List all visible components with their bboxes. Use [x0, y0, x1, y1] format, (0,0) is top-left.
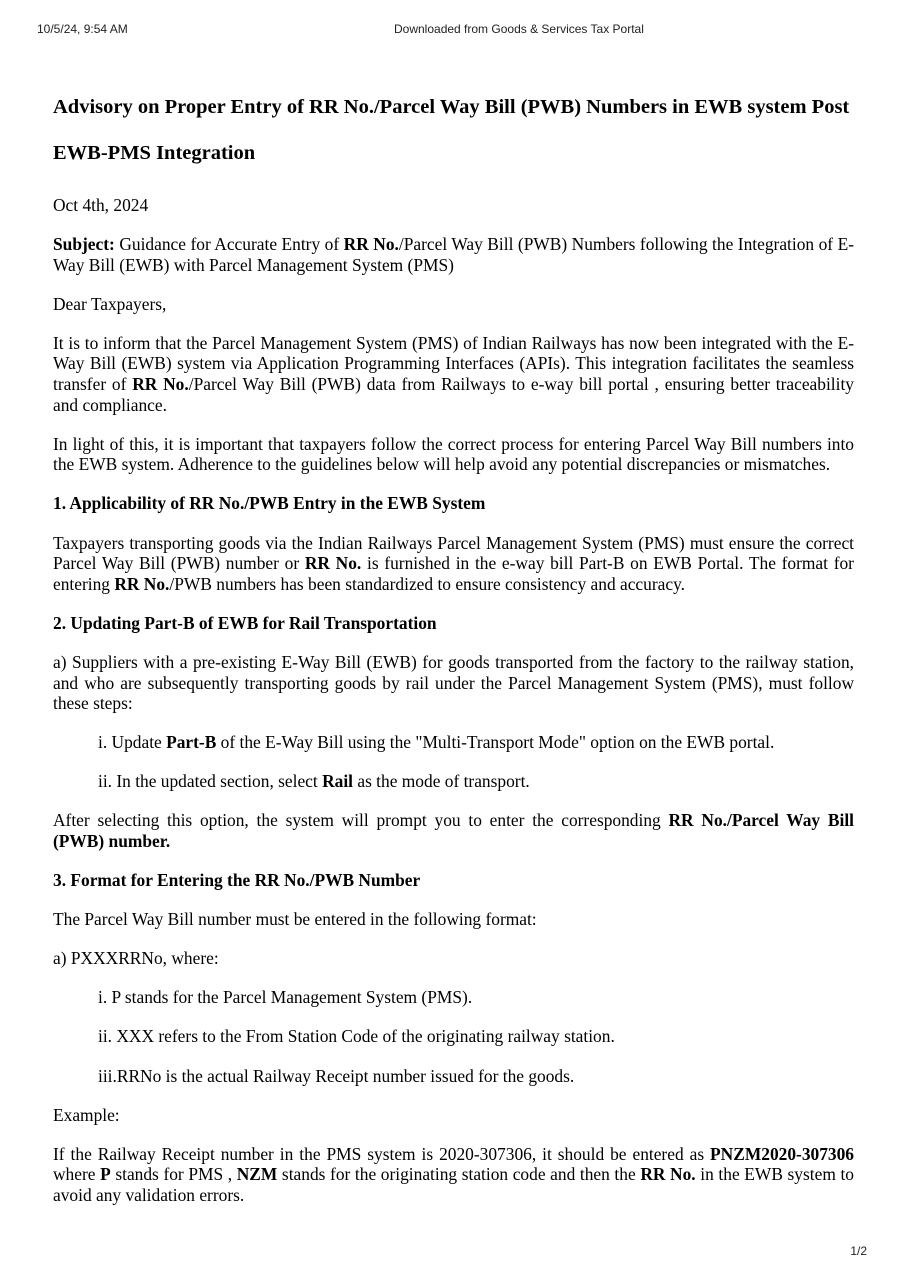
section-1-heading: 1. Applicability of RR No./PWB Entry in the EWB System	[53, 493, 486, 514]
subject-label: Subject:	[53, 234, 115, 255]
page-title: Advisory on Proper Entry of RR No./Parcel Way Bill (PWB) Numbers in EWB system Post EWB-PMS Integration	[53, 96, 850, 164]
section-3-heading: 3. Format for Entering the RR No./PWB Number	[53, 870, 421, 891]
section-2-item-a: a) Suppliers with a pre-existing E-Way Bill (EWB) for goods transported from the factory to the railway station, and who are subsequently transporting goods by rail under the Parcel Management System (PMS), must follow these steps:	[53, 651, 854, 714]
print-datetime: 10/5/24, 9:54 AM	[37, 22, 128, 36]
page-number: 1/2	[850, 1244, 867, 1258]
advisory-content	[53, 84, 854, 1224]
light-paragraph: In light of this, it is important that taxpayers follow the correct process for entering Parcel Way Bill numbers into the EWB system. Adherence to the guidelines below will help avoid any potential discrepancies or mismatches.	[53, 433, 854, 475]
section-3-intro: The Parcel Way Bill number must be entered in the following format:	[53, 909, 537, 930]
section-3-item-i: i. P stands for the Parcel Management System (PMS).	[98, 987, 473, 1008]
section-2-heading: 2. Updating Part-B of EWB for Rail Transportation	[53, 612, 437, 633]
advisory-date: Oct 4th, 2024	[53, 195, 149, 215]
section-2-step-ii: ii. In the updated section, select Rail as the mode of transport.	[98, 771, 530, 792]
section-2-step-i: i. Update Part-B of the E-Way Bill using the "Multi-Transport Mode" option on the EWB portal.	[98, 732, 775, 753]
example-label: Example:	[53, 1104, 120, 1125]
section-3-item-iii: iii.RRNo is the actual Railway Receipt number issued for the goods.	[98, 1065, 575, 1086]
example-paragraph: If the Railway Receipt number in the PMS system is 2020-307306, it should be entered as PNZM2020-307306 where P stands for PMS , NZM stands for the originating station code and then the RR No. in the EWB system to avoid any validation errors.	[53, 1143, 854, 1205]
salutation: Dear Taxpayers,	[53, 293, 167, 314]
section-2-after: After selecting this option, the system will prompt you to enter the corresponding RR No./Parcel Way Bill (PWB) number.	[53, 810, 854, 851]
subject-paragraph: Subject: Guidance for Accurate Entry of RR No./Parcel Way Bill (PWB) Numbers following the Integration of E-Way Bill (EWB) with Parcel Management System (PMS)	[53, 234, 855, 275]
intro-paragraph: It is to inform that the Parcel Management System (PMS) of Indian Railways has now been integrated with the E-Way Bill (EWB) system via Application Programming Interfaces (APIs). This integration facilitates the seamless transfer of RR No./Parcel Way Bill (PWB) data from Railways to e-way bill portal , ensuring better traceability and compliance.	[53, 332, 854, 415]
section-1-paragraph: Taxpayers transporting goods via the Indian Railways Parcel Management System (PMS) must ensure the correct Parcel Way Bill (PWB) number or RR No. is furnished in the e-way bill Part-B on EWB Portal. The format for entering RR No./PWB numbers has been standardized to ensure consistency and accuracy.	[53, 532, 854, 594]
print-source: Downloaded from Goods & Services Tax Portal	[394, 22, 644, 36]
section-3-item-a: a) PXXXRRNo, where:	[53, 948, 219, 969]
section-3-item-ii: ii. XXX refers to the From Station Code of the originating railway station.	[98, 1026, 615, 1047]
